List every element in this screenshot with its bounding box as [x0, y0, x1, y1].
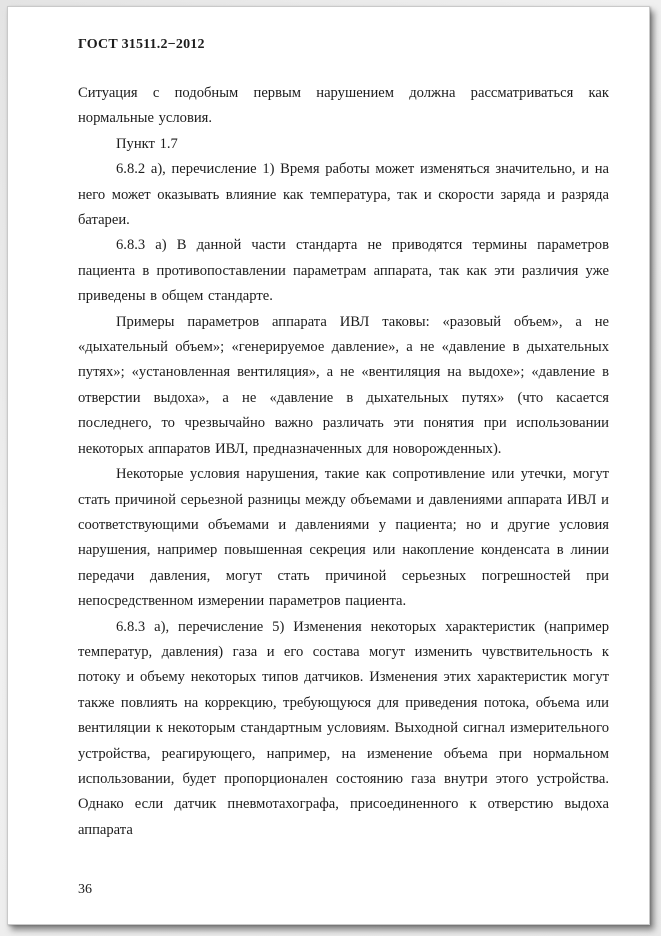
- paragraph: Примеры параметров аппарата ИВЛ таковы: «разовый объем», а не «дыхательный объем»; «генерируемое давление», а не «давление в дыхательных путях»; «установленная вентиляция», а не «вентиляция на выдохе»; «давление в отверстии выдоха», а не «давление в дыхательных путях» (что касается последнего, то чрезвычайно важно различать эти понятия при использовании некоторых аппаратов ИВЛ, предназначенных для новорожденных).: [78, 313, 609, 457]
- page-number: 36: [78, 882, 92, 897]
- paragraph: 6.8.2 а), перечисление 1) Время работы может изменяться значительно, и на него может оказывать влияние как температура, так и скорости заряда и разряда батареи.: [78, 161, 609, 229]
- paragraph: Пункт 1.7: [116, 135, 178, 152]
- paragraph: Ситуация с подобным первым нарушением должна рассматриваться как нормальные условия.: [78, 85, 609, 127]
- paragraph: 6.8.3 а), перечисление 5) Изменения некоторых характеристик (например температур, давления) газа и его состава могут изменить чувствительность к потоку и объему некоторых типов датчиков. Изменения этих характеристик могут также повлиять на коррекцию, требующуюся для приведения потока, объема или вентиляции к некоторым стандартным условиям. Выходной сигнал измерительного устройства, реагирующего, например, на изменение объема при нормальном использовании, будет пропорционален состоянию газа внутри этого устройства. Однако если датчик пневмотахографа, присоединенного к отверстию выдоха аппарата: [78, 618, 609, 838]
- document-body: [78, 81, 609, 843]
- paragraph: Некоторые условия нарушения, такие как сопротивление или утечки, могут стать причиной серьезной разницы между объемами и давлениями аппарата ИВЛ и соответствующими объемами и давлениями у пациента; но и другие условия нарушения, например повышенная секреция или накопление конденсата в линии передачи давления, могут стать причиной серьезных погрешностей при непосредственном измерении параметров пациента.: [78, 466, 609, 610]
- document-page: [7, 6, 650, 925]
- paragraph: 6.8.3 а) В данной части стандарта не приводятся термины параметров пациента в противопоставлении параметрам аппарата, так как эти различия уже приведены в общем стандарте.: [78, 237, 609, 305]
- document-standard-number: ГОСТ 31511.2−2012: [78, 37, 205, 52]
